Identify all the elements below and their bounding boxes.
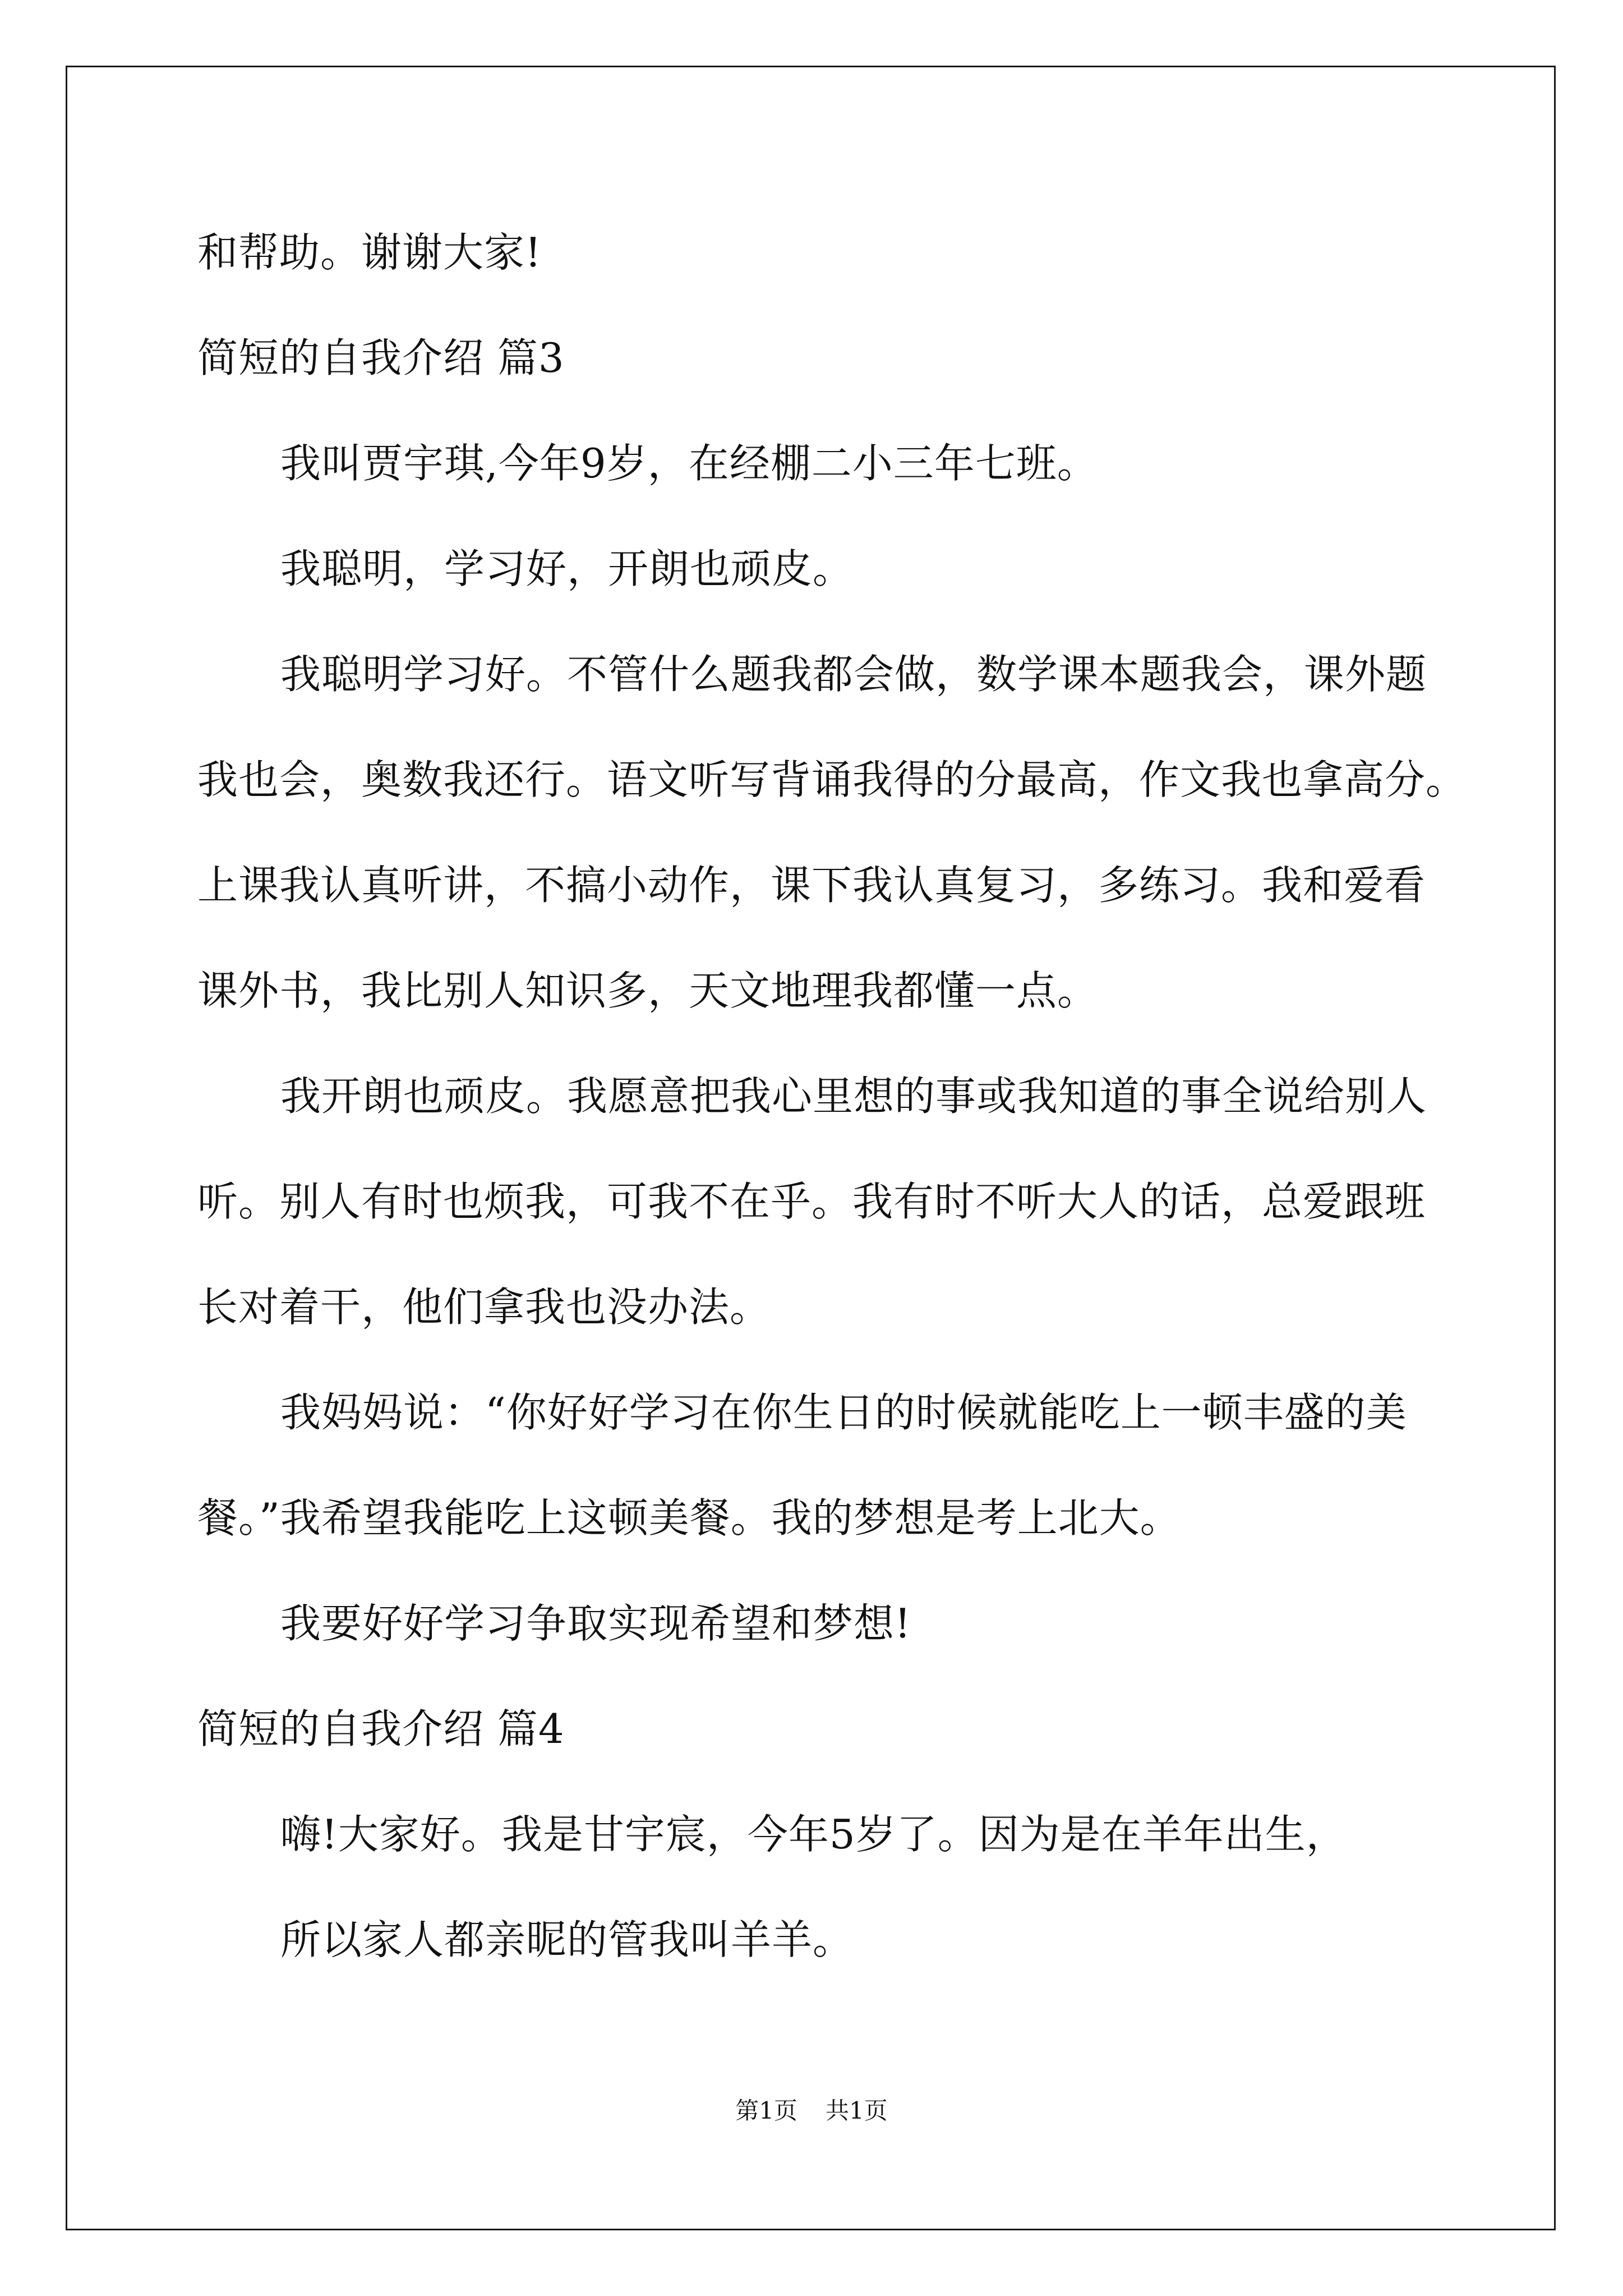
paragraph-line: 我聪明，学习好，开朗也顽皮。 [280, 545, 854, 592]
page-footer [0, 2095, 1623, 2127]
paragraph-line: 长对着干，他们拿我也没办法。 [197, 1283, 771, 1331]
paragraph-line: 和帮助。谢谢大家! [197, 229, 542, 276]
paragraph-line: 嗨!大家好。我是甘宇宸，今年5岁了。因为是在羊年出生， [280, 1811, 1347, 1858]
paragraph-line: 我要好好学习争取实现希望和梦想! [280, 1600, 911, 1647]
paragraph-line: 我开朗也顽皮。我愿意把我心里想的事或我知道的事全说给别人 [280, 1073, 1427, 1120]
paragraph-line: 课外书，我比别人知识多，天文地理我都懂一点。 [197, 967, 1099, 1014]
page-number: 第1页 [735, 2097, 797, 2124]
section-heading: 简短的自我介绍 篇4 [197, 1705, 565, 1752]
paragraph-line: 餐。”我希望我能吃上这顿美餐。我的梦想是考上北大。 [197, 1494, 1181, 1542]
paragraph-line: 上课我认真听讲，不搞小动作，课下我认真复习，多练习。我和爱看 [197, 862, 1426, 909]
page-total: 共1页 [826, 2097, 888, 2124]
paragraph-line: 所以家人都亲昵的管我叫羊羊。 [280, 1916, 854, 1963]
paragraph-line: 我也会，奥数我还行。语文听写背诵我得的分最高，作文我也拿高分。 [197, 756, 1467, 803]
paragraph-line: 我叫贾宇琪,今年9岁，在经棚二小三年七班。 [280, 440, 1098, 487]
paragraph-line: 我妈妈说：“你好好学习在你生日的时候就能吃上一顿丰盛的美 [280, 1389, 1407, 1436]
page-border [66, 66, 1556, 2230]
paragraph-line: 听。别人有时也烦我，可我不在乎。我有时不听大人的话，总爱跟班 [197, 1178, 1426, 1225]
section-heading: 简短的自我介绍 篇3 [197, 334, 565, 381]
paragraph-line: 我聪明学习好。不管什么题我都会做，数学课本题我会，课外题 [280, 651, 1427, 698]
